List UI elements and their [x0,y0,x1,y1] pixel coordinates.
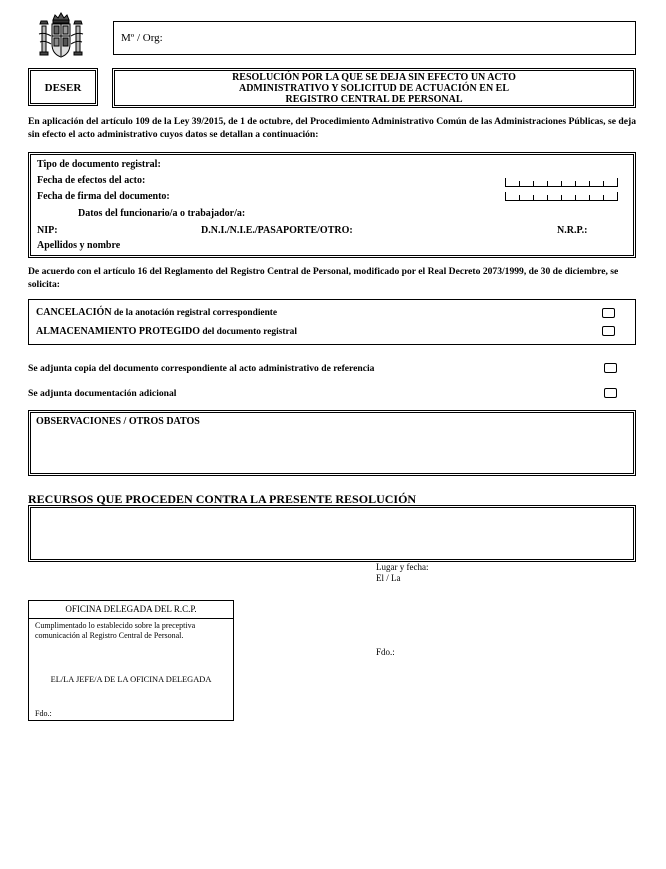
option-cancelacion [36,306,277,320]
almacenamiento-strong: ALMACENAMIENTO PROTEGIDO [36,326,200,337]
attachment-adicional-label: Se adjunta documentación adicional [28,388,177,399]
fecha-firma-label: Fecha de firma del documento: [37,191,170,202]
attachment-copia-label: Se adjunta copia del documento correspondiente al acto administrativo de referencia [28,363,375,374]
cancelacion-checkbox[interactable] [602,308,615,318]
nip-label: NIP: [37,225,58,236]
oficina-box [28,600,234,721]
oficina-jefe: EL/LA JEFE/A DE LA OFICINA DELEGADA [50,675,212,684]
cancelacion-strong: CANCELACIÓN [36,307,112,318]
fecha-efectos-digits[interactable] [505,178,618,187]
title-box [112,68,636,108]
almacenamiento-rest: del documento registral [200,327,297,337]
tipo-label: Tipo de documento registral: [37,159,161,170]
document-data-box [28,152,636,258]
recursos-title: RECURSOS QUE PROCEDEN CONTRA LA PRESENTE RESOLUCIÓN [28,492,417,506]
org-box[interactable] [113,21,636,55]
option-almacenamiento [36,325,297,339]
dni-label: D.N.I./N.I.E./PASAPORTE/OTRO: [201,225,353,236]
title-line-2: ADMINISTRATIVO Y SOLICITUD DE ACTUACIÓN EN EL [238,83,510,94]
el-la-label: El / La [376,573,401,583]
recursos-box[interactable] [28,505,636,562]
title-line-3: REGISTRO CENTRAL DE PERSONAL [285,94,463,105]
attachment-adicional-checkbox[interactable] [604,388,617,398]
form-code-box [28,68,98,106]
oficina-fdo: Fdo.: [35,709,52,718]
fecha-firma-digits[interactable] [505,192,618,201]
almacenamiento-checkbox[interactable] [602,326,615,336]
nrp-label: N.R.P.: [557,225,588,236]
apellidos-label: Apellidos y nombre [37,240,121,251]
attachment-copia-checkbox[interactable] [604,363,617,373]
datos-funcionario-label: Datos del funcionario/a o trabajador/a: [78,208,246,219]
oficina-title: OFICINA DELEGADA DEL R.C.P. [65,604,197,614]
org-label: Mº / Org: [121,32,163,44]
observaciones-label: OBSERVACIONES / OTROS DATOS [36,416,200,427]
signature-fdo-label: Fdo.: [376,647,395,657]
options-box [28,299,636,345]
oficina-text: Cumplimentado lo establecido sobre la preceptiva comunicación al Registro Central de Personal. [35,621,196,640]
form-code: DESER [44,82,82,94]
cancelacion-rest: de la anotación registral correspondiente [111,308,278,318]
observaciones-box[interactable] [28,410,636,476]
fecha-efectos-label: Fecha de efectos del acto: [37,175,146,186]
intro-text: En aplicación del artículo 109 de la Ley 39/2015, de 1 de octubre, del Procedimiento Administrativo Común de las Administraciones Públicas, se deja sin efecto el acto administrativo cuyos datos se detallan a continuación: [28,116,636,140]
title-line-1: RESOLUCIÓN POR LA QUE SE DEJA SIN EFECTO UN ACTO [232,72,516,83]
spain-coat-of-arms-icon [37,12,85,62]
lugar-fecha-label: Lugar y fecha: [376,562,429,572]
request-text: De acuerdo con el artículo 16 del Reglamento del Registro Central de Personal, modificado por el Real Decreto 2073/1999, de 30 de diciembre, se solicita: [28,266,619,290]
